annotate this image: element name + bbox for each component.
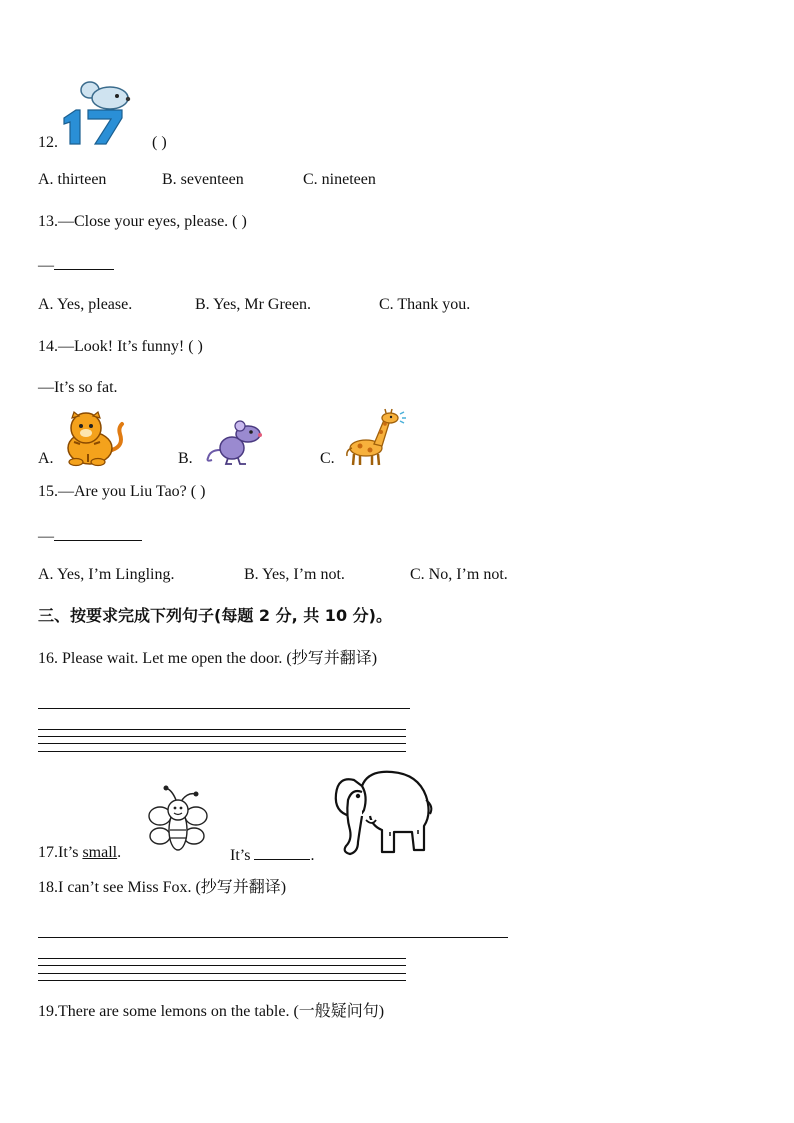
- q14-option-c-label: C.: [320, 450, 335, 467]
- q17-second-suffix: .: [310, 847, 315, 864]
- q17-prefix: 17.It’s: [38, 844, 83, 861]
- q18-writing-line: [38, 958, 406, 959]
- q12-option-c: C. nineteen: [303, 171, 376, 188]
- bee-icon: [146, 786, 208, 858]
- q14-stem: 14.—Look! It’s funny! ( ): [38, 338, 203, 355]
- q15-option-b: B. Yes, I’m not.: [244, 566, 345, 583]
- q13-answer-dash: —: [38, 257, 54, 274]
- q16-writing-line: [38, 708, 410, 709]
- mouse-icon: [204, 420, 266, 466]
- q17-sentence-1: [38, 845, 121, 861]
- q15-answer-blank: [54, 526, 142, 541]
- q15-answer-dash: —: [38, 528, 54, 545]
- q13-option-b: B. Yes, Mr Green.: [195, 296, 311, 313]
- q18-instruction: 18.I can’t see Miss Fox. (抄写并翻译): [38, 879, 287, 896]
- q16-instruction: 16. Please wait. Let me open the door. (抄写并翻译): [38, 650, 378, 667]
- q15-option-c: C. No, I’m not.: [410, 566, 508, 583]
- section-3-heading: 三、按要求完成下列句子(每题 2 分, 共 10 分)。: [38, 606, 392, 625]
- q17-underlined-word: small: [82, 844, 118, 861]
- q17-second-prefix: It’s: [230, 847, 255, 864]
- q18-writing-line: [38, 965, 406, 966]
- q13-answer-line: [38, 255, 114, 274]
- q13-option-c: C. Thank you.: [379, 296, 471, 313]
- q18-writing-line: [38, 973, 406, 974]
- q16-writing-line: [38, 751, 406, 752]
- q18-writing-line: [38, 980, 406, 981]
- q16-writing-line: [38, 736, 406, 737]
- q15-option-a: A. Yes, I’m Lingling.: [38, 566, 175, 583]
- q14-option-b-label: B.: [178, 450, 193, 467]
- tiger-icon: [60, 410, 126, 466]
- q15-stem: 15.—Are you Liu Tao? ( ): [38, 483, 206, 500]
- q13-stem: 13.—Close your eyes, please. ( ): [38, 213, 247, 230]
- q19-instruction: 19.There are some lemons on the table. (一般疑问句): [38, 1003, 385, 1020]
- q13-answer-blank: [54, 255, 114, 270]
- q17-sentence-2: [230, 845, 314, 864]
- q12-option-a: A. thirteen: [38, 171, 107, 188]
- q14-reply: —It’s so fat.: [38, 379, 118, 396]
- q12-number: 12.: [38, 134, 58, 151]
- mouse-number-17-image: [62, 80, 142, 150]
- q17-suffix: .: [117, 844, 122, 861]
- q15-answer-line: [38, 526, 142, 545]
- q16-writing-line: [38, 743, 406, 744]
- q17-answer-blank: [254, 845, 310, 860]
- q13-option-a: A. Yes, please.: [38, 296, 133, 313]
- q16-writing-line: [38, 729, 406, 730]
- q18-writing-line: [38, 937, 508, 938]
- q14-option-a-label: A.: [38, 450, 54, 467]
- elephant-icon: [332, 766, 436, 860]
- giraffe-icon: [344, 410, 410, 466]
- q12-option-b: B. seventeen: [162, 171, 244, 188]
- q12-answer-bracket: ( ): [152, 134, 167, 151]
